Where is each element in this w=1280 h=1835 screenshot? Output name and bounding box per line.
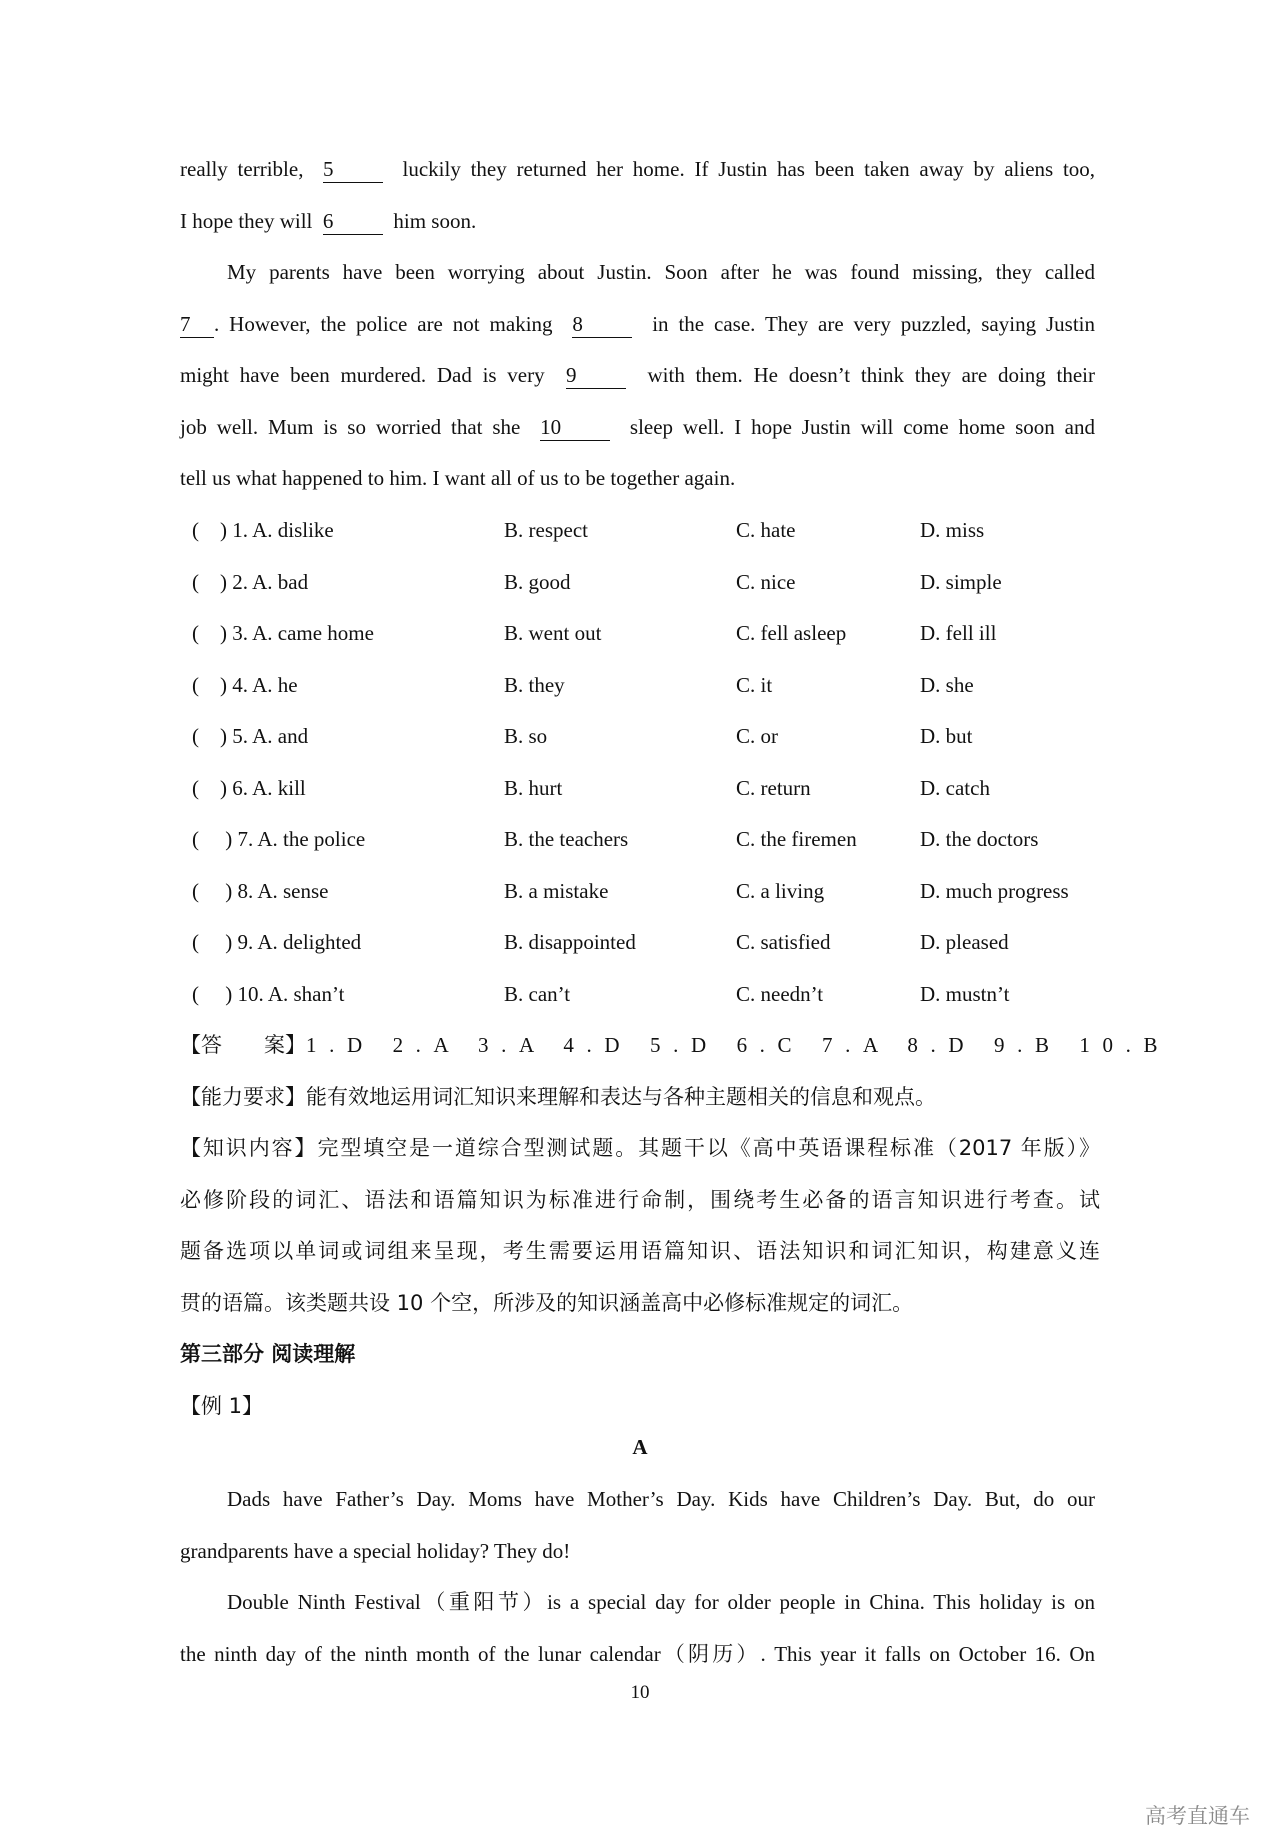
answer-line bbox=[180, 1020, 1171, 1072]
knowledge-line: 必修阶段的词汇、语法和语篇知识为标准进行命制，围绕考生必备的语言知识进行考查。试 bbox=[180, 1187, 1100, 1212]
options-list bbox=[180, 505, 1100, 1020]
answer-label: 【答 案】 bbox=[180, 1033, 306, 1057]
option-row-2: ( ) 2. A. bad B. good C. nice D. simple bbox=[192, 569, 1002, 594]
option-row-6: ( ) 6. A. kill B. hurt C. return D. catch bbox=[192, 775, 990, 800]
option-row-9: ( ) 9. A. delighted B. disappointed C. satisfied D. pleased bbox=[192, 930, 1009, 954]
answer-section bbox=[180, 1020, 1171, 1432]
option-row-5: ( ) 5. A. and B. so C. or D. but bbox=[192, 724, 973, 748]
passage-line: job well. Mum is so worried that she 10 sleep well. I hope Justin will come home soon and bbox=[180, 402, 1095, 454]
option-row-7: ( ) 7. A. the police B. the teachers C. the firemen D. the doctors bbox=[192, 827, 1039, 851]
passage-line: My parents have been worrying about Justin. Soon after he was found missing, they called bbox=[227, 260, 1095, 284]
passage-a bbox=[180, 1474, 1095, 1680]
answer-values: 1.D 2.A 3.A 4.D 5.D 6.C 7.A 8.D 9.B 10.B bbox=[306, 1033, 1171, 1057]
knowledge-line: 【知识内容】完型填空是一道综合型测试题。其题干以《高中英语课程标准（2017 年版）》 bbox=[180, 1136, 1101, 1160]
ability-line bbox=[180, 1072, 1100, 1124]
example-label: 【例 1】 bbox=[180, 1393, 264, 1418]
passage-line: tell us what happened to him. I want all of us to be together again. bbox=[180, 466, 736, 490]
passage-line: Dads have Father’s Day. Moms have Mother’s Day. Kids have Children’s Day. But, do our bbox=[227, 1487, 1095, 1511]
option-row-10: ( ) 10. A. shan’t B. can’t C. needn’t D. mustn’t bbox=[192, 981, 1010, 1006]
watermark: 高考直通车 bbox=[1145, 1804, 1250, 1828]
passage-line: really terrible, 5 luckily they returned her home. If Justin has been taken away by aliens too, bbox=[180, 144, 1095, 196]
option-row-4: ( ) 4. A. he B. they C. it D. she bbox=[192, 672, 974, 697]
blank-7: 7 bbox=[180, 312, 214, 338]
passage-line: Double Ninth Festival（重阳节）is a special day for older people in China. This holiday is on bbox=[227, 1590, 1095, 1614]
passage-continued bbox=[180, 144, 1095, 505]
ability-text: 能有效地运用词汇知识来理解和表达与各种主题相关的信息和观点。 bbox=[306, 1084, 936, 1109]
section-title: 第三部分 阅读理解 bbox=[180, 1342, 356, 1366]
passage-line: 7 . However, the police are not making 8 in the case. They are very puzzled, saying Justin bbox=[180, 299, 1095, 351]
passage-line: the ninth day of the ninth month of the lunar calendar（阴历）. This year it falls on October 16. On bbox=[180, 1641, 1095, 1666]
passage-line: might have been murdered. Dad is very 9 with them. He doesn’t think they are doing their bbox=[180, 350, 1095, 402]
knowledge-line: 贯的语篇。该类题共设 10 个空，所涉及的知识涵盖高中必修标准规定的词汇。 bbox=[180, 1290, 914, 1315]
blank-5: 5 bbox=[323, 157, 383, 183]
blank-8: 8 bbox=[572, 312, 632, 338]
passage-line: I hope they will 6 him soon. bbox=[180, 196, 1095, 248]
ability-label: 【能力要求】 bbox=[180, 1084, 306, 1109]
blank-6: 6 bbox=[323, 209, 383, 235]
blank-10: 10 bbox=[540, 415, 610, 441]
page-number: 10 bbox=[630, 1682, 650, 1703]
passage-line: grandparents have a special holiday? They do! bbox=[180, 1538, 571, 1563]
knowledge-label: 【知识内容】 bbox=[180, 1136, 318, 1160]
passage-a-title: A bbox=[632, 1435, 648, 1459]
knowledge-line: 题备选项以单词或词组来呈现，考生需要运用语篇知识、语法知识和词汇知识，构建意义连 bbox=[180, 1239, 1100, 1263]
option-row-1: ( ) 1. A. dislike B. respect C. hate D. miss bbox=[192, 518, 985, 542]
option-row-3: ( ) 3. A. came home B. went out C. fell asleep D. fell ill bbox=[192, 621, 997, 645]
blank-9: 9 bbox=[566, 363, 626, 389]
option-row-8: ( ) 8. A. sense B. a mistake C. a living D. much progress bbox=[192, 878, 1069, 903]
